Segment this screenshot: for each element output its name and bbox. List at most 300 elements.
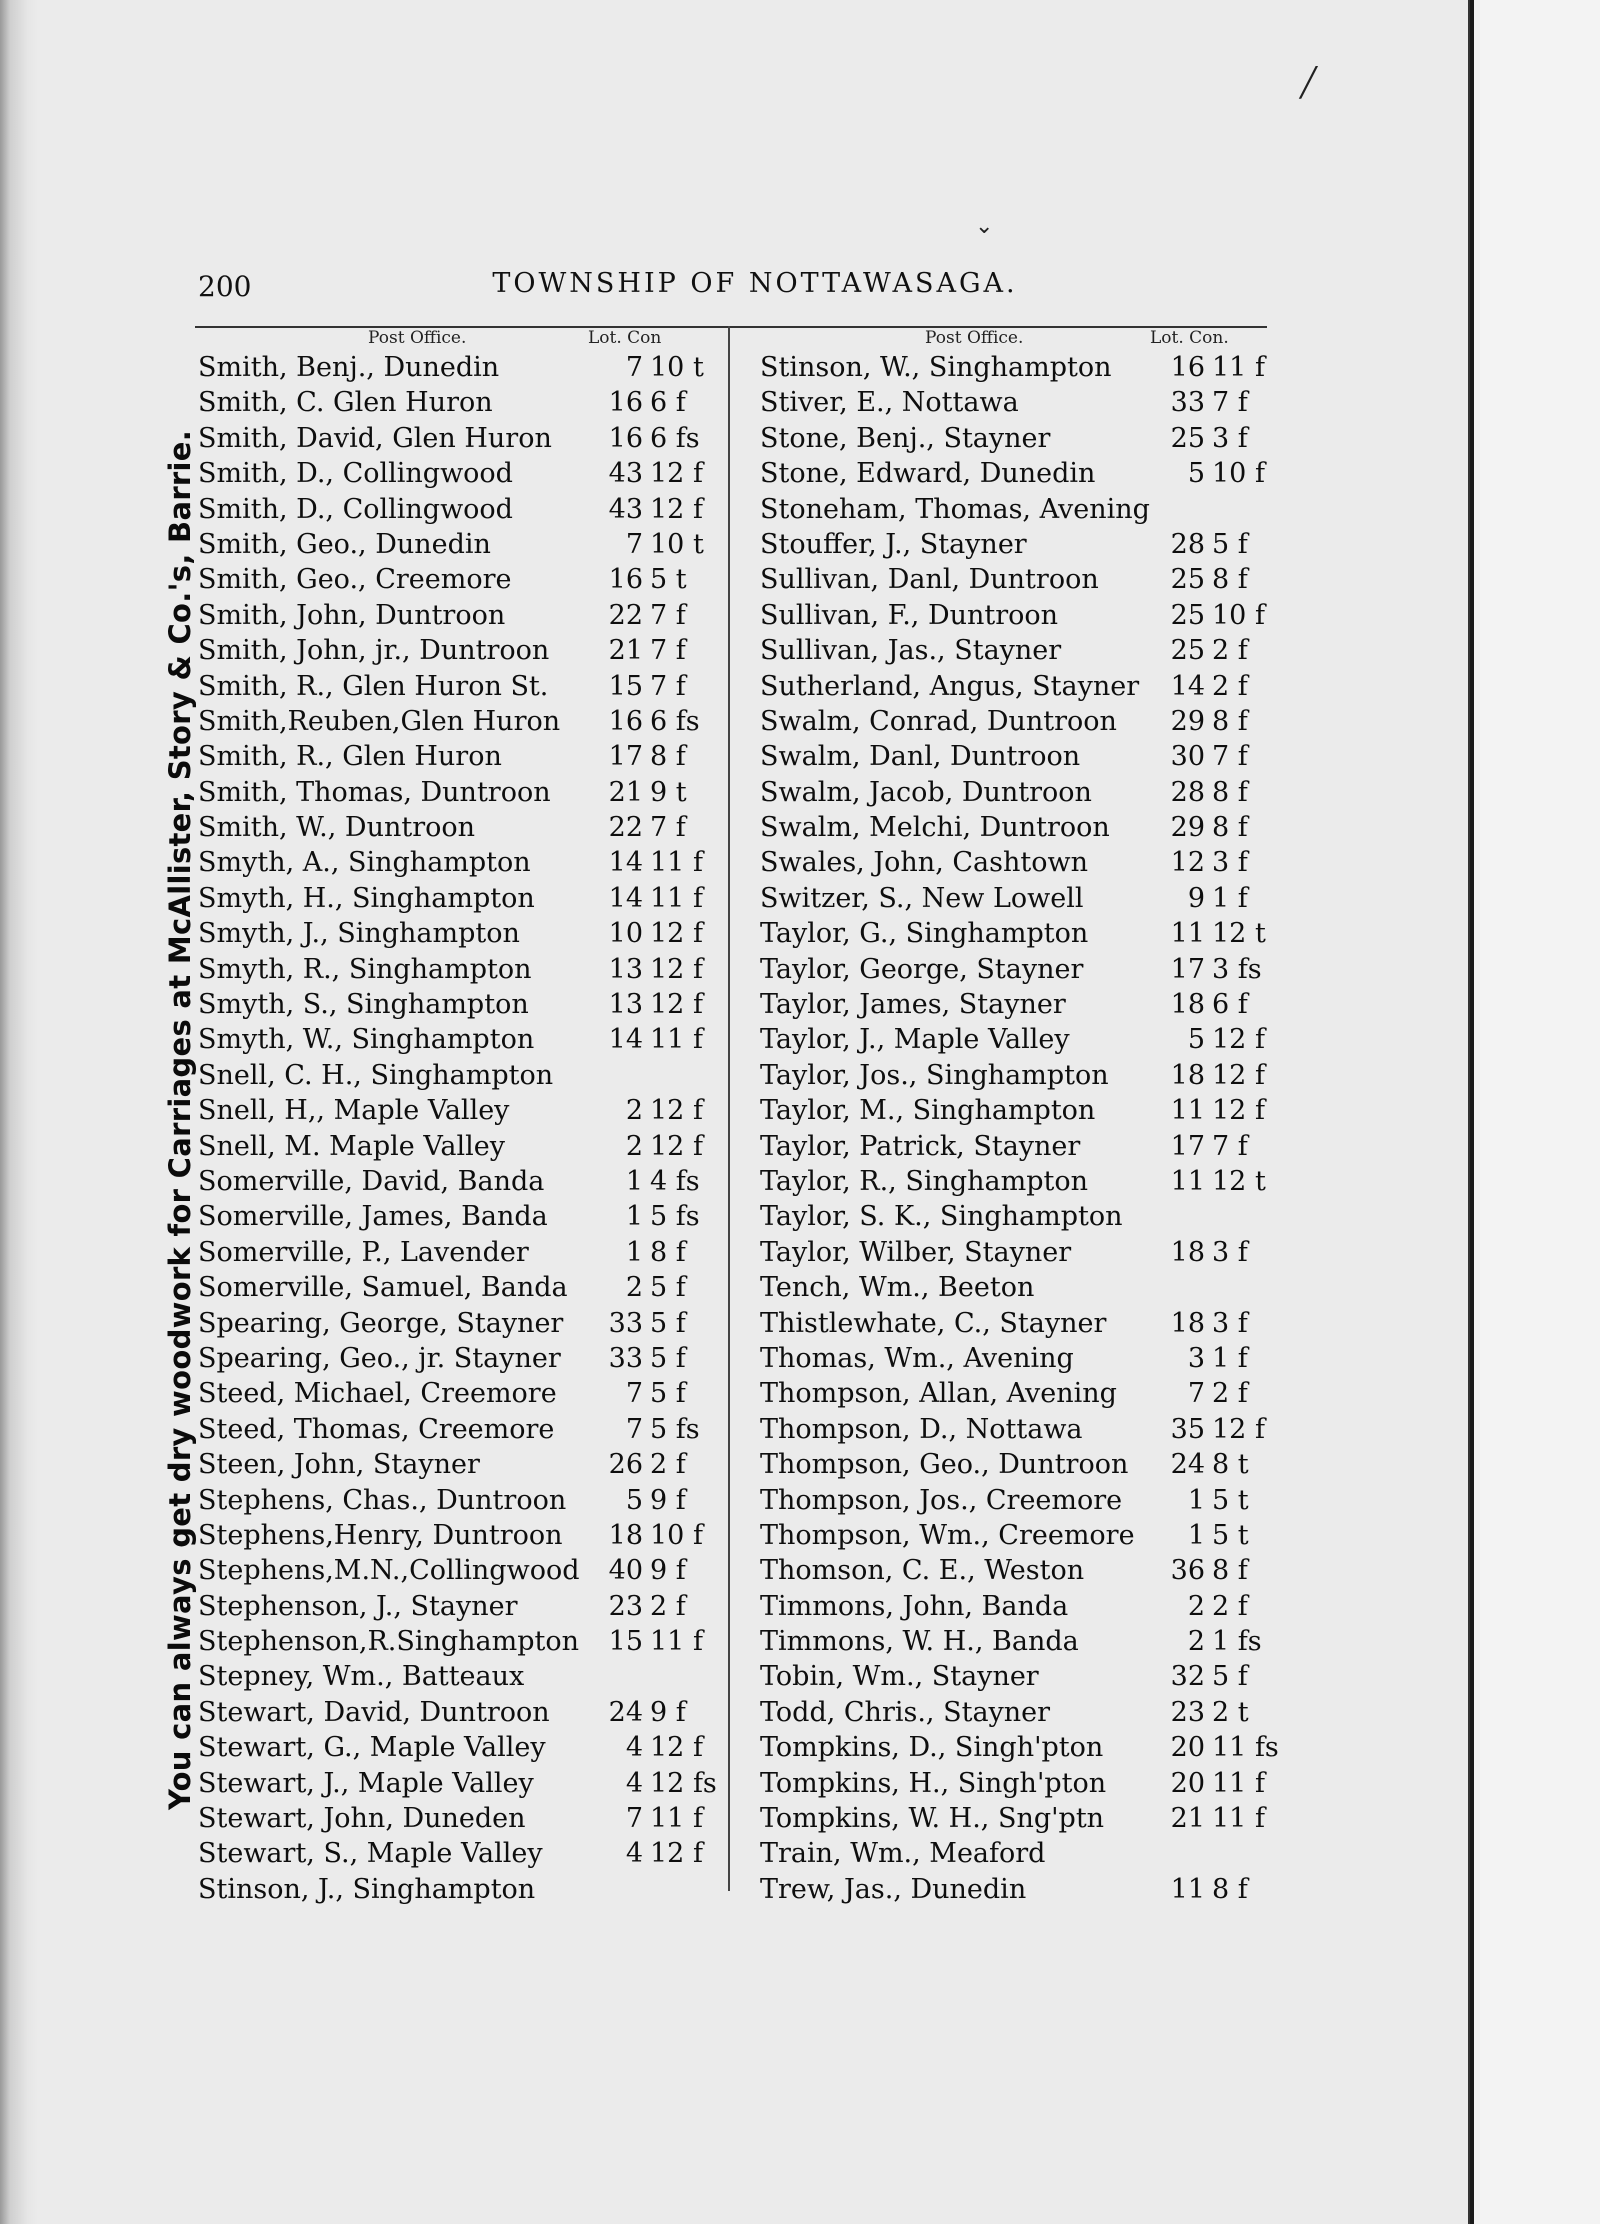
entry-name: Todd, Chris., Stayner (760, 1696, 1051, 1728)
entry-lot: 24 (608, 1696, 643, 1728)
directory-entry (198, 527, 718, 562)
directory-entry (198, 1412, 718, 1447)
directory-entry (198, 1164, 718, 1199)
directory-entry (198, 1659, 718, 1694)
directory-entry (198, 987, 718, 1022)
entry-con: 11 f (650, 1024, 703, 1056)
entry-lot: 18 (1170, 1307, 1205, 1339)
entry-name: Smith, Thomas, Duntroon (198, 776, 551, 808)
directory-entry (198, 598, 718, 633)
entry-name: Smith, Geo., Creemore (198, 564, 512, 596)
entry-lot: 18 (608, 1519, 643, 1551)
directory-entry (760, 1766, 1280, 1801)
entry-lot: 20 (1170, 1732, 1205, 1764)
entry-lot: 22 (608, 812, 643, 844)
entry-name: Taylor, George, Stayner (760, 953, 1084, 985)
entry-name: Spearing, George, Stayner (198, 1307, 564, 1339)
directory-entry (198, 562, 718, 597)
entry-name: Smith, John, jr., Duntroon (198, 635, 550, 667)
directory-entry (760, 385, 1280, 420)
directory-entry (198, 881, 718, 916)
entry-con: 6 f (1212, 989, 1248, 1021)
directory-entry (198, 1022, 718, 1057)
directory-entry (198, 916, 718, 951)
entry-name: Tompkins, D., Singh'pton (760, 1732, 1104, 1764)
entry-con: 11 f (1212, 352, 1265, 383)
directory-entry (760, 1270, 1280, 1305)
entry-con: 3 f (1212, 1236, 1248, 1268)
entry-con: 12 fs (650, 1767, 717, 1799)
entry-lot: 1 (625, 1165, 643, 1197)
entry-con: 6 f (650, 387, 686, 419)
entry-name: Swalm, Danl, Duntroon (760, 741, 1081, 773)
directory-entry (198, 1518, 718, 1553)
entry-lot: 33 (608, 1342, 643, 1374)
directory-entry (760, 669, 1280, 704)
entry-con: 10 f (1212, 458, 1265, 490)
entry-lot: 14 (608, 1024, 643, 1056)
entry-con: 8 f (650, 1236, 686, 1268)
entry-name: Smith, David, Glen Huron (198, 422, 552, 454)
entry-name: Stephenson, J., Stayner (198, 1590, 518, 1622)
directory-entry (198, 1836, 718, 1871)
entry-lot: 22 (608, 599, 643, 631)
entry-name: Thompson, Jos., Creemore (760, 1484, 1123, 1516)
directory-entry (198, 845, 718, 880)
directory-entry (760, 1695, 1280, 1730)
entry-con: 5 t (650, 564, 687, 596)
directory-entry (198, 1801, 718, 1836)
entry-con: 10 t (650, 352, 704, 383)
entry-con: 8 f (1212, 1555, 1248, 1587)
entry-lot: 2 (625, 1095, 643, 1127)
directory-entry (198, 669, 718, 704)
entry-lot: 18 (1170, 1236, 1205, 1268)
entry-name: Stone, Benj., Stayner (760, 422, 1051, 454)
lot-con-header: Lot. Con (588, 328, 662, 348)
entry-name: Trew, Jas., Dunedin (760, 1873, 1027, 1905)
entry-lot: 7 (625, 528, 643, 560)
entry-name: Smith, R., Glen Huron St. (198, 670, 549, 702)
entry-con: 12 f (650, 918, 703, 950)
entry-con: 5 t (1212, 1519, 1249, 1551)
directory-entry (760, 1235, 1280, 1270)
entry-con: 5 fs (650, 1201, 700, 1233)
entry-con: 11 fs (1212, 1732, 1279, 1764)
entry-name: Stephens,M.N.,Collingwood (198, 1555, 580, 1587)
entry-con: 12 f (650, 1130, 703, 1162)
entry-name: Smyth, J., Singhampton (198, 918, 520, 950)
entry-name: Stinson, W., Singhampton (760, 352, 1112, 383)
page-header (190, 262, 1320, 306)
entry-con: 7 f (1212, 741, 1248, 773)
entry-con: 5 f (650, 1378, 686, 1410)
column-header (198, 328, 718, 350)
directory-entry (198, 1730, 718, 1765)
entry-lot: 12 (1170, 847, 1205, 879)
entry-con: 11 f (1212, 1803, 1265, 1835)
directory-entry (760, 350, 1280, 385)
entry-lot: 28 (1170, 528, 1205, 560)
entry-lot: 23 (1170, 1696, 1205, 1728)
entry-con: 5 fs (650, 1413, 700, 1445)
entry-name: Steed, Thomas, Creemore (198, 1413, 555, 1445)
entry-lot: 2 (1187, 1626, 1205, 1658)
entry-con: 1 fs (1212, 1626, 1262, 1658)
entry-lot: 21 (608, 776, 643, 808)
entry-con: 5 f (1212, 1661, 1248, 1693)
entry-con: 2 f (1212, 635, 1248, 667)
directory-entry (760, 1624, 1280, 1659)
entry-con: 8 t (1212, 1449, 1249, 1481)
entry-name: Train, Wm., Meaford (760, 1838, 1046, 1870)
entry-name: Thomson, C. E., Weston (760, 1555, 1085, 1587)
entry-name: Sutherland, Angus, Stayner (760, 670, 1140, 702)
entry-name: Smyth, H., Singhampton (198, 882, 535, 914)
directory-entry (760, 704, 1280, 739)
entry-name: Steed, Michael, Creemore (198, 1378, 557, 1410)
entry-con: 8 f (1212, 1873, 1248, 1905)
entry-con: 7 f (650, 635, 686, 667)
entry-lot: 11 (1170, 918, 1205, 950)
entry-name: Taylor, Wilber, Stayner (760, 1236, 1072, 1268)
entry-con: 9 f (650, 1555, 686, 1587)
directory-entry (198, 1589, 718, 1624)
entry-con: 2 f (1212, 1590, 1248, 1622)
entry-name: Stewart, S., Maple Valley (198, 1838, 543, 1870)
entry-name: Smith, Geo., Dunedin (198, 528, 491, 560)
entry-name: Stephens,Henry, Duntroon (198, 1519, 563, 1551)
entry-name: Stewart, David, Duntroon (198, 1696, 550, 1728)
directory-entry (198, 1624, 718, 1659)
directory-entry (198, 350, 718, 385)
entry-lot: 18 (1170, 1059, 1205, 1091)
entry-con: 8 f (1212, 564, 1248, 596)
entry-con: 5 f (650, 1342, 686, 1374)
column-divider (728, 326, 730, 1891)
entry-name: Taylor, J., Maple Valley (760, 1024, 1070, 1056)
entry-lot: 30 (1170, 741, 1205, 773)
entry-con: 8 f (650, 741, 686, 773)
entry-name: Taylor, James, Stayner (760, 989, 1066, 1021)
entry-con: 7 f (1212, 387, 1248, 419)
entry-con: 12 f (650, 493, 703, 525)
directory-entry (198, 775, 718, 810)
entry-name: Stouffer, J., Stayner (760, 528, 1027, 560)
entry-lot: 11 (1170, 1873, 1205, 1905)
entry-con: 1 f (1212, 1342, 1248, 1374)
entry-name: Swalm, Conrad, Duntroon (760, 705, 1117, 737)
entry-lot: 4 (625, 1732, 643, 1764)
entry-name: Stiver, E., Nottawa (760, 387, 1019, 419)
directory-entry (198, 1341, 718, 1376)
entry-name: Snell, M. Maple Valley (198, 1130, 505, 1162)
entry-con: 7 f (1212, 1130, 1248, 1162)
entry-name: Stinson, J., Singhampton (198, 1873, 536, 1905)
page-number: 200 (198, 270, 252, 303)
left-column (198, 328, 718, 1907)
entry-name: Thompson, Geo., Duntroon (760, 1449, 1129, 1481)
entry-con: 12 f (650, 1838, 703, 1870)
page-gutter-shadow (0, 0, 38, 2224)
entry-con: 7 f (650, 812, 686, 844)
entry-name: Sullivan, Jas., Stayner (760, 635, 1062, 667)
directory-entry (760, 1447, 1280, 1482)
entry-lot: 15 (608, 1626, 643, 1658)
entry-lot: 29 (1170, 812, 1205, 844)
directory-entry (198, 810, 718, 845)
entry-con: 12 f (1212, 1095, 1265, 1127)
entry-name: Switzer, S., New Lowell (760, 882, 1084, 914)
entry-con: 2 f (650, 1449, 686, 1481)
directory-entry (760, 1199, 1280, 1234)
entry-lot: 16 (608, 564, 643, 596)
directory-entry (198, 1093, 718, 1128)
entry-name: Smith, D., Collingwood (198, 493, 513, 525)
directory-entry (760, 633, 1280, 668)
directory-entry (760, 598, 1280, 633)
entry-name: Swales, John, Cashtown (760, 847, 1088, 879)
entry-con: 3 f (1212, 847, 1248, 879)
entry-lot: 35 (1170, 1413, 1205, 1445)
entry-lot: 17 (1170, 953, 1205, 985)
entry-lot: 2 (625, 1272, 643, 1304)
directory-entry (760, 1376, 1280, 1411)
directory-entry (198, 1766, 718, 1801)
entry-con: 5 f (650, 1307, 686, 1339)
entry-con: 3 fs (1212, 953, 1262, 985)
directory-entry (198, 633, 718, 668)
entry-name: Somerville, David, Banda (198, 1165, 545, 1197)
entry-name: Thompson, Allan, Avening (760, 1378, 1117, 1410)
entry-con: 1 f (1212, 882, 1248, 914)
entry-lot: 11 (1170, 1165, 1205, 1197)
entry-name: Stoneham, Thomas, Avening (760, 493, 1150, 525)
entry-con: 12 f (1212, 1413, 1265, 1445)
entry-lot: 26 (608, 1449, 643, 1481)
directory-entry (760, 1093, 1280, 1128)
entry-name: Stewart, John, Duneden (198, 1803, 526, 1835)
directory-entry (760, 775, 1280, 810)
entry-name: Tompkins, W. H., Sng'ptn (760, 1803, 1105, 1835)
directory-entry (198, 492, 718, 527)
entry-con: 11 f (650, 1626, 703, 1658)
entry-con: 11 f (650, 882, 703, 914)
entry-name: Snell, H,, Maple Valley (198, 1095, 510, 1127)
entry-name: Smith, D., Collingwood (198, 458, 513, 490)
lot-con-header: Lot. Con. (1150, 328, 1229, 348)
entry-name: Snell, C. H., Singhampton (198, 1059, 554, 1091)
entry-lot: 33 (1170, 387, 1205, 419)
entry-lot: 3 (1187, 1342, 1205, 1374)
entry-name: Somerville, James, Banda (198, 1201, 548, 1233)
entry-con: 10 f (1212, 599, 1265, 631)
entry-con: 3 f (1212, 422, 1248, 454)
entry-name: Somerville, P., Lavender (198, 1236, 529, 1268)
entry-name: Smyth, R., Singhampton (198, 953, 532, 985)
directory-entry (760, 1129, 1280, 1164)
entry-lot: 40 (608, 1555, 643, 1587)
entry-con: 11 f (650, 847, 703, 879)
entry-name: Taylor, M., Singhampton (760, 1095, 1096, 1127)
directory-entry (198, 385, 718, 420)
entry-name: Smyth, W., Singhampton (198, 1024, 535, 1056)
directory-entry (760, 1306, 1280, 1341)
entry-name: Smith,Reuben,Glen Huron (198, 705, 561, 737)
next-page-edge (1474, 0, 1600, 2224)
directory-entry (760, 987, 1280, 1022)
entry-name: Taylor, Patrick, Stayner (760, 1130, 1081, 1162)
entry-con: 12 f (1212, 1024, 1265, 1056)
entry-lot: 5 (1187, 1024, 1205, 1056)
entry-lot: 7 (625, 1803, 643, 1835)
entry-con: 12 f (1212, 1059, 1265, 1091)
side-advertisement-text: You can always get dry woodwork for Carriages at McAllister, Story & Co.'s, Barrie. (163, 429, 197, 1811)
entry-lot: 11 (1170, 1095, 1205, 1127)
entry-con: 6 fs (650, 705, 700, 737)
directory-entry (760, 1058, 1280, 1093)
directory-entry (760, 527, 1280, 562)
entry-lot: 43 (608, 493, 643, 525)
entry-lot: 2 (1187, 1590, 1205, 1622)
entry-con: 7 f (650, 599, 686, 631)
entry-lot: 21 (608, 635, 643, 667)
entry-name: Stewart, J., Maple Valley (198, 1767, 534, 1799)
directory-entry (760, 1022, 1280, 1057)
directory-entry (760, 881, 1280, 916)
entry-lot: 25 (1170, 599, 1205, 631)
entry-lot: 24 (1170, 1449, 1205, 1481)
directory-entry (198, 704, 718, 739)
right-column (760, 328, 1280, 1907)
entry-lot: 17 (1170, 1130, 1205, 1162)
entry-name: Taylor, R., Singhampton (760, 1165, 1089, 1197)
entry-name: Swalm, Melchi, Duntroon (760, 812, 1110, 844)
directory-entry (760, 1164, 1280, 1199)
directory-entry (198, 1058, 718, 1093)
entry-lot: 29 (1170, 705, 1205, 737)
entry-name: Steen, John, Stayner (198, 1449, 480, 1481)
entry-name: Smyth, S., Singhampton (198, 989, 529, 1021)
entry-name: Smyth, A., Singhampton (198, 847, 531, 879)
directory-entry (760, 810, 1280, 845)
directory-entry (198, 421, 718, 456)
entry-con: 8 f (1212, 705, 1248, 737)
entry-name: Stone, Edward, Dunedin (760, 458, 1096, 490)
entry-lot: 16 (608, 422, 643, 454)
entry-con: 2 f (1212, 1378, 1248, 1410)
entry-name: Spearing, Geo., jr. Stayner (198, 1342, 561, 1374)
entry-lot: 20 (1170, 1767, 1205, 1799)
post-office-header: Post Office. (368, 328, 467, 348)
directory-entry (760, 456, 1280, 491)
entry-name: Thompson, D., Nottawa (760, 1413, 1083, 1445)
directory-entry (760, 1518, 1280, 1553)
entry-lot: 1 (1187, 1519, 1205, 1551)
directory-entry (760, 421, 1280, 456)
directory-entry (198, 1199, 718, 1234)
entry-con: 12 f (650, 1095, 703, 1127)
entry-con: 9 t (650, 776, 687, 808)
entry-lot: 4 (625, 1767, 643, 1799)
directory-entry (760, 1483, 1280, 1518)
entry-lot: 21 (1170, 1803, 1205, 1835)
entry-name: Thompson, Wm., Creemore (760, 1519, 1135, 1551)
entry-lot: 25 (1170, 422, 1205, 454)
directory-entry (760, 1801, 1280, 1836)
entry-con: 3 f (1212, 1307, 1248, 1339)
entry-name: Stepney, Wm., Batteaux (198, 1661, 525, 1693)
directory-entry (198, 456, 718, 491)
entry-lot: 7 (625, 1378, 643, 1410)
entry-lot: 1 (625, 1201, 643, 1233)
entry-lot: 2 (625, 1130, 643, 1162)
entry-con: 11 f (1212, 1767, 1265, 1799)
directory-entry (760, 845, 1280, 880)
directory-entry (198, 1447, 718, 1482)
entry-lot: 13 (608, 989, 643, 1021)
entry-con: 12 f (650, 1732, 703, 1764)
directory-entry (760, 916, 1280, 951)
entry-lot: 17 (608, 741, 643, 773)
entry-con: 8 f (1212, 776, 1248, 808)
entry-con: 10 t (650, 528, 704, 560)
entry-lot: 14 (608, 847, 643, 879)
entry-lot: 5 (625, 1484, 643, 1516)
entry-lot: 16 (608, 387, 643, 419)
directory-entry (198, 1483, 718, 1518)
directory-entry (198, 1306, 718, 1341)
entry-con: 5 f (650, 1272, 686, 1304)
column-header (760, 328, 1280, 350)
entry-name: Taylor, S. K., Singhampton (760, 1201, 1123, 1233)
entry-lot: 14 (1170, 670, 1205, 702)
entry-name: Sullivan, Danl, Duntroon (760, 564, 1099, 596)
entry-name: Stewart, G., Maple Valley (198, 1732, 546, 1764)
entry-con: 12 f (650, 953, 703, 985)
entry-name: Smith, John, Duntroon (198, 599, 506, 631)
entry-lot: 10 (608, 918, 643, 950)
post-office-header: Post Office. (925, 328, 1024, 348)
entry-name: Timmons, W. H., Banda (760, 1626, 1079, 1658)
directory-entry (760, 562, 1280, 597)
entry-lot: 36 (1170, 1555, 1205, 1587)
stray-mark: ╱ (1300, 66, 1317, 99)
entry-name: Taylor, Jos., Singhampton (760, 1059, 1109, 1091)
entry-lot: 25 (1170, 564, 1205, 596)
directory-entry (760, 1730, 1280, 1765)
entry-con: 10 f (650, 1519, 703, 1551)
stray-mark: ⌄ (975, 214, 994, 239)
entry-lot: 16 (1170, 352, 1205, 383)
entry-name: Stephenson,R.Singhampton (198, 1626, 580, 1658)
entry-lot: 16 (608, 705, 643, 737)
entry-lot: 7 (625, 352, 643, 383)
directory-entry (760, 739, 1280, 774)
entry-con: 11 f (650, 1803, 703, 1835)
directory-entry (198, 1376, 718, 1411)
entry-name: Tobin, Wm., Stayner (760, 1661, 1039, 1693)
entry-lot: 5 (1187, 458, 1205, 490)
entry-name: Smith, C. Glen Huron (198, 387, 493, 419)
entry-lot: 28 (1170, 776, 1205, 808)
entry-lot: 1 (1187, 1484, 1205, 1516)
entry-name: Timmons, John, Banda (760, 1590, 1069, 1622)
entry-lot: 9 (1187, 882, 1205, 914)
entry-lot: 7 (1187, 1378, 1205, 1410)
entry-con: 6 fs (650, 422, 700, 454)
entry-lot: 1 (625, 1236, 643, 1268)
